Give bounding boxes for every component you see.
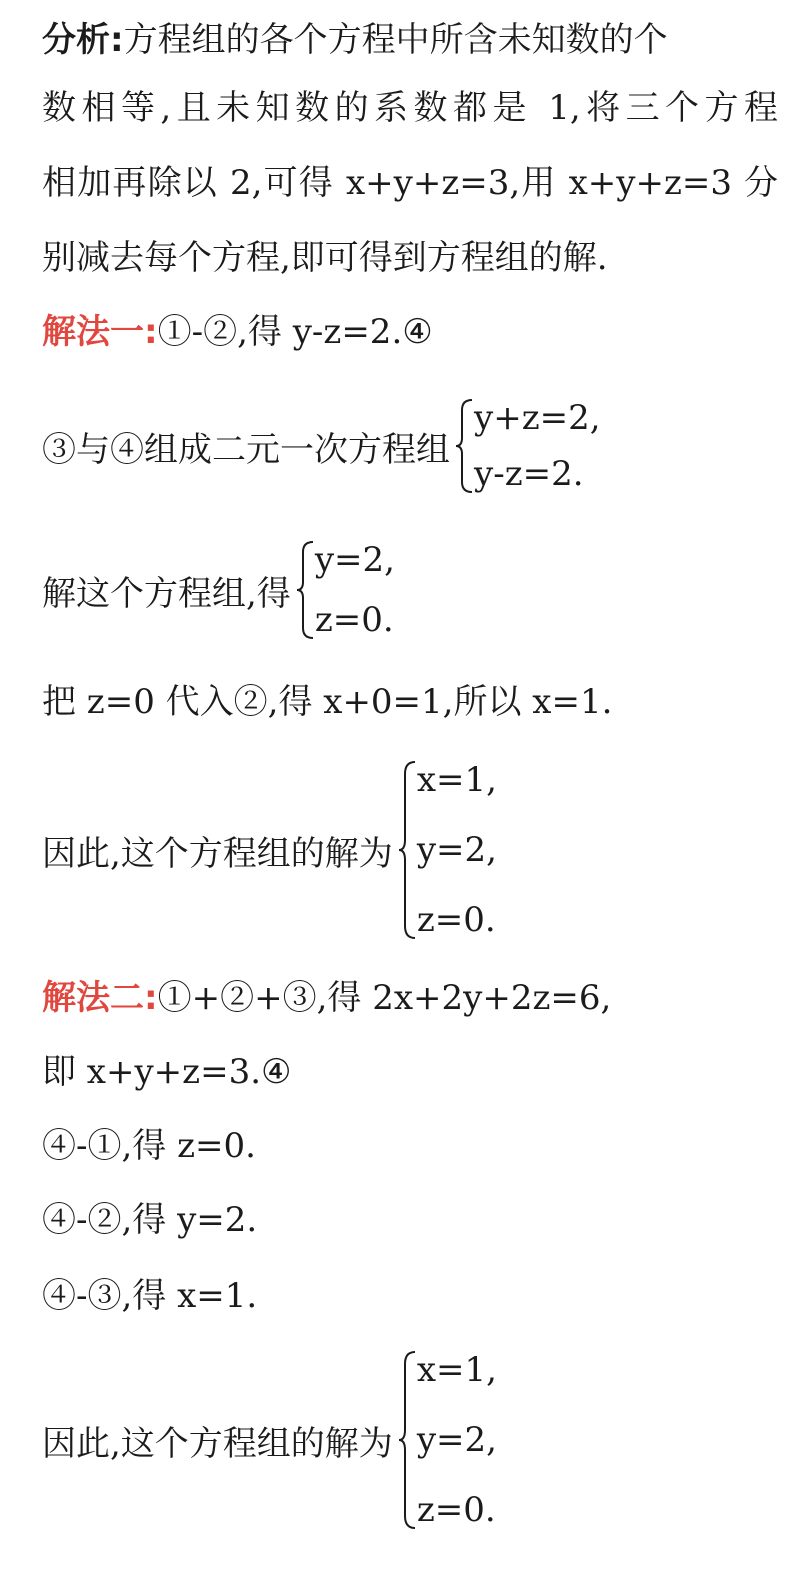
- solution1-x: x=1,: [416, 760, 497, 800]
- system2-equations: [315, 540, 395, 640]
- analysis-line-2: 数相等,且未知数的系数都是 1,将三个方程: [42, 88, 778, 128]
- method2-step3: ④-①,得 z=0.: [42, 1126, 256, 1166]
- solution1-y: y=2,: [416, 830, 497, 870]
- method1-label: 解法一:: [42, 312, 158, 352]
- system2-eq-1: y=2,: [314, 540, 395, 580]
- system1-eq-2: y-z=2.: [474, 454, 584, 494]
- analysis-line-4: 别减去每个方程,即可得到方程组的解.: [42, 238, 608, 278]
- solution1-intro: 因此,这个方程组的解为: [42, 833, 393, 874]
- method1-step1: ①-②,得 y-z=2.④: [157, 312, 433, 352]
- method2-solution: [42, 1350, 497, 1530]
- analysis-text-1: 方程组的各个方程中所含未知数的个: [123, 20, 668, 60]
- analysis-line-3: 相加再除以 2,可得 x+y+z=3,用 x+y+z=3 分: [42, 163, 778, 203]
- analysis-label: 分析:: [42, 20, 124, 60]
- system2-intro: 解这个方程组,得: [42, 573, 291, 614]
- method1-system2: [42, 540, 395, 640]
- method2-step2: 即 x+y+z=3.④: [42, 1052, 292, 1092]
- solution1-z: z=0.: [416, 900, 496, 940]
- system1-equations: [474, 398, 601, 494]
- method2-step5: ④-③,得 x=1.: [42, 1276, 258, 1316]
- solution2-y: y=2,: [416, 1420, 497, 1460]
- left-brace-icon: [454, 398, 474, 494]
- left-brace-icon: [397, 760, 417, 940]
- analysis-line-1: [42, 20, 668, 60]
- solution2-intro: 因此,这个方程组的解为: [42, 1423, 393, 1464]
- system2-eq-2: z=0.: [314, 600, 394, 640]
- system1-eq-1: y+z=2,: [474, 398, 601, 438]
- left-brace-icon: [397, 1350, 417, 1530]
- method1-system1: [42, 398, 601, 494]
- system1-intro: ③与④组成二元一次方程组: [42, 429, 450, 470]
- solution2-z: z=0.: [416, 1490, 496, 1530]
- method2-step4: ④-②,得 y=2.: [42, 1200, 258, 1240]
- solution1-equations: [417, 760, 497, 940]
- method2-step1-line: [42, 978, 611, 1018]
- solution2-x: x=1,: [416, 1350, 497, 1390]
- method1-substitute: 把 z=0 代入②,得 x+0=1,所以 x=1.: [42, 682, 613, 722]
- left-brace-icon: [295, 540, 315, 640]
- method2-step1: ①+②+③,得 2x+2y+2z=6,: [157, 978, 612, 1018]
- method2-label: 解法二:: [42, 978, 158, 1018]
- method1-step1-line: [42, 312, 433, 352]
- solution2-equations: [417, 1350, 497, 1530]
- method1-solution: [42, 760, 497, 940]
